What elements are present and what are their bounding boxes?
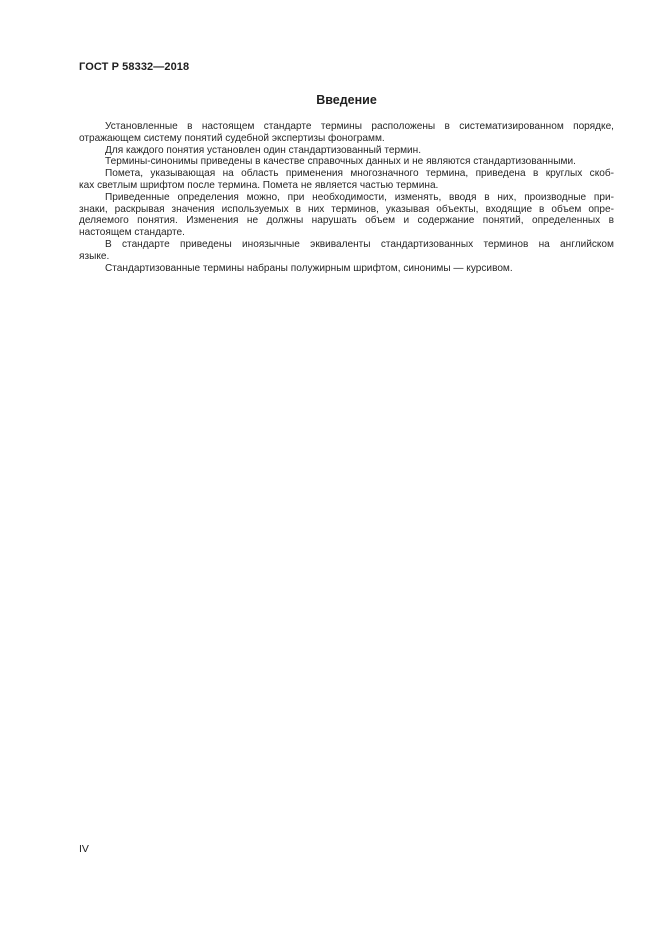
paragraph-4 bbox=[79, 168, 614, 192]
paragraph-line: настоящем стандарте. bbox=[79, 227, 185, 239]
introduction-body bbox=[79, 121, 614, 274]
paragraph-5 bbox=[79, 192, 614, 239]
paragraph-line: деляемого понятия. Изменения не должны нарушать объем и содержание понятий, определенных в bbox=[79, 215, 614, 227]
paragraph-line: знаки, раскрывая значения используемых в них терминов, указывая объекты, входящие в объем опре- bbox=[79, 203, 614, 215]
paragraph-line: Помета, указывающая на область применения многозначного термина, приведена в круглых скоб- bbox=[105, 168, 614, 180]
paragraph-line: Для каждого понятия установлен один стандартизованный термин. bbox=[105, 144, 422, 156]
page-number: IV bbox=[79, 843, 89, 855]
paragraph-line: Приведенные определения можно, при необходимости, изменять, вводя в них, производные при- bbox=[105, 191, 614, 203]
paragraph-line: Установленные в настоящем стандарте термины расположены в систематизированном порядке, bbox=[105, 121, 614, 132]
paragraph-line: Стандартизованные термины набраны полужирным шрифтом, синонимы — курсивом. bbox=[105, 262, 513, 274]
section-title: Введение bbox=[316, 93, 377, 107]
paragraph-line: отражающем систему понятий судебной экспертизы фонограмм. bbox=[79, 132, 385, 144]
paragraph-3 bbox=[79, 156, 614, 168]
paragraph-line: Термины-синонимы приведены в качестве справочных данных и не являются стандартизованными. bbox=[105, 156, 576, 168]
paragraph-line: ках светлым шрифтом после термина. Помета не является частью термина. bbox=[79, 179, 439, 191]
paragraph-7 bbox=[79, 263, 614, 275]
paragraph-1 bbox=[79, 121, 614, 145]
paragraph-6 bbox=[79, 239, 614, 263]
paragraph-line: языке. bbox=[79, 250, 110, 262]
paragraph-2 bbox=[79, 145, 614, 157]
document-code: ГОСТ Р 58332—2018 bbox=[79, 61, 190, 73]
paragraph-line: В стандарте приведены иноязычные эквиваленты стандартизованных терминов на английском bbox=[105, 238, 614, 250]
